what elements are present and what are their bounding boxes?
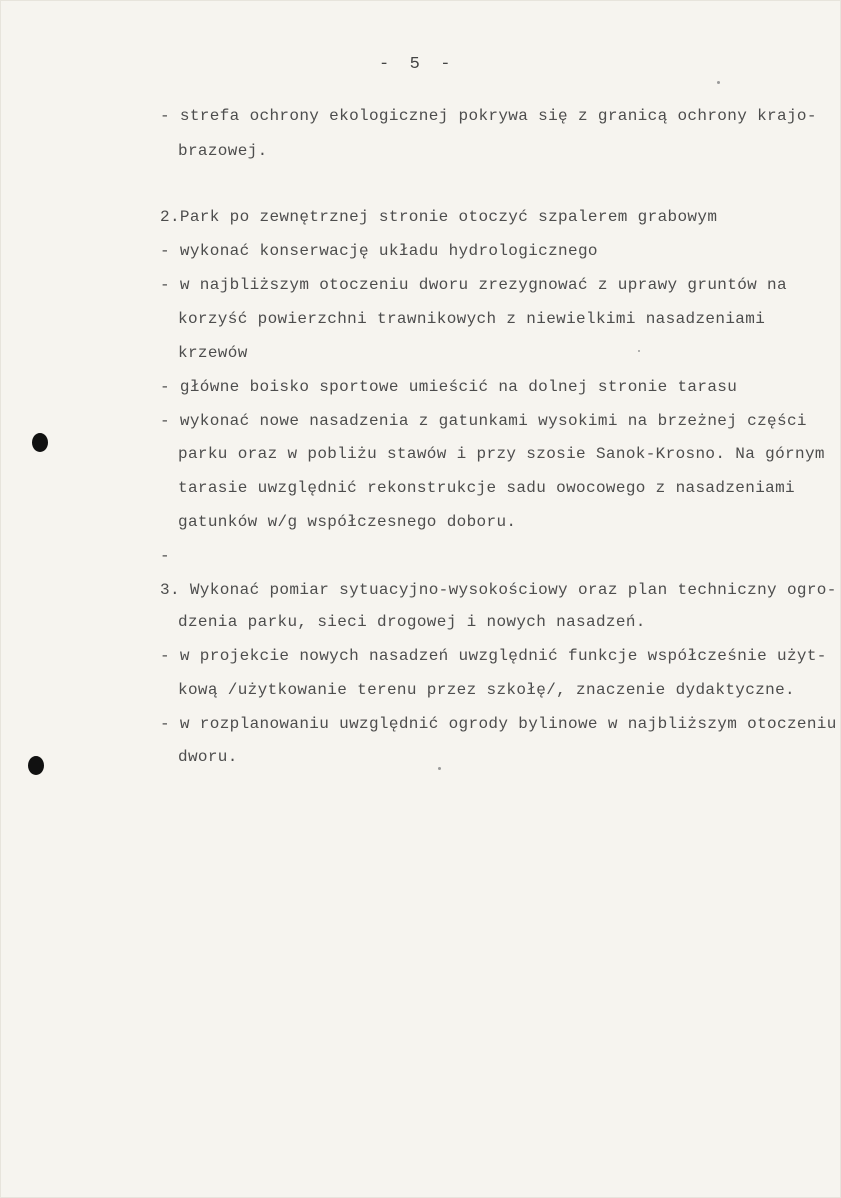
text-line: - główne boisko sportowe umieścić na dolnej stronie tarasu <box>160 378 738 396</box>
punch-hole <box>32 433 48 452</box>
paper-speck <box>638 350 640 352</box>
text-line: 3. Wykonać pomiar sytuacyjno-wysokościowy oraz plan techniczny ogro- <box>160 581 837 599</box>
text-line: - w najbliższym otoczeniu dworu zrezygnować z uprawy gruntów na <box>160 276 787 294</box>
text-line: - wykonać konserwację układu hydrologicznego <box>160 242 598 260</box>
text-line: - w projekcie nowych nasadzeń uwzględnić funkcje współcześnie użyt- <box>160 647 827 665</box>
page-number: - 5 - <box>379 55 451 74</box>
text-line: - w rozplanowaniu uwzględnić ogrody bylinowe w najbliższym otoczeniu <box>160 715 837 733</box>
text-line: dzenia parku, sieci drogowej i nowych nasadzeń. <box>178 613 646 631</box>
punch-hole <box>28 756 44 775</box>
text-line: gatunków w/g współczesnego doboru. <box>178 513 517 531</box>
text-line: dworu. <box>178 748 238 766</box>
text-line: korzyść powierzchni trawnikowych z niewielkimi nasadzeniami <box>178 310 766 328</box>
text-line: - strefa ochrony ekologicznej pokrywa się z granicą ochrony krajo- <box>160 107 817 125</box>
text-line: krzewów <box>178 344 248 362</box>
paper-speck <box>438 767 441 770</box>
text-line: - <box>160 547 170 565</box>
text-line: kową /użytkowanie terenu przez szkołę/, znaczenie dydaktyczne. <box>178 681 795 699</box>
text-line: brazowej. <box>178 142 268 160</box>
text-line: 2.Park po zewnętrznej stronie otoczyć szpalerem grabowym <box>160 208 718 226</box>
text-line: parku oraz w pobliżu stawów i przy szosie Sanok-Krosno. Na górnym <box>178 445 825 463</box>
text-line: tarasie uwzględnić rekonstrukcje sadu owocowego z nasadzeniami <box>178 479 795 497</box>
text-line: - wykonać nowe nasadzenia z gatunkami wysokimi na brzeżnej części <box>160 412 807 430</box>
paper-speck <box>717 81 720 84</box>
